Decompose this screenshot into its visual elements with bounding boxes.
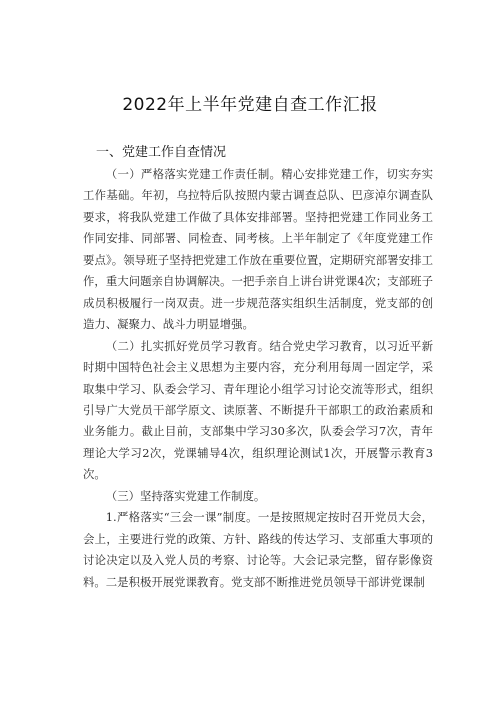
paragraph-responsibility: （一）严格落实党建工作责任制。精心安排党建工作，切实夯实工作基础。年初，乌拉特后队按照内蒙古调查总队、巴彦淖尔调查队要求，将我队党建工作做了具体安排部署。坚持把党建工作同业务工作同安排、同部署、同检查、同考核。上半年制定了《年度党建工作要点》。领导班子坚持把党建工作放在重要位置，定期研究部署安排工作，重大问题亲自协调解决。一把手亲自上讲台讲党课4次；支部班子成员积极履行一岗双责。进一步规范落实组织生活制度，党支部的创造力、凝聚力、战斗力明显增强。 xyxy=(83,167,433,332)
subsection-heading: （三）坚持落实党建工作制度。 xyxy=(105,488,266,503)
document-title: 2022年上半年党建自查工作汇报 xyxy=(122,95,378,115)
paragraph-three-meetings: 1.严格落实“三会一课”制度。一是按照规定按时召开党员大会，会上，主要进行党的政策、方针、路线的传达学习、支部重大事项的讨论决定以及入党人员的考察、讨论等。大会记录完整，留存影像资料。二是积极开展党课教育。党支部不断推进党员领导干部讲党课制 xyxy=(83,510,433,589)
document-body xyxy=(83,164,433,593)
section-heading: 一、党建工作自查情况 xyxy=(96,145,227,160)
paragraph-study-education: （二）扎实抓好党员学习教育。结合党史学习教育，以习近平新时期中国特色社会主义思想为主要内容，充分利用每周一固定学，采取集中学习、队委会学习、青年理论小组学习讨论交流等形式，组织引导广大党员干部学原文、读原著、不断提升干部职工的政治素质和业务能力。截止目前，支部集中学习30多次，队委会学习7次，青年理论大学习2次，党课辅导4次，组织理论测试1次，开展警示教育3次。 xyxy=(83,338,433,482)
